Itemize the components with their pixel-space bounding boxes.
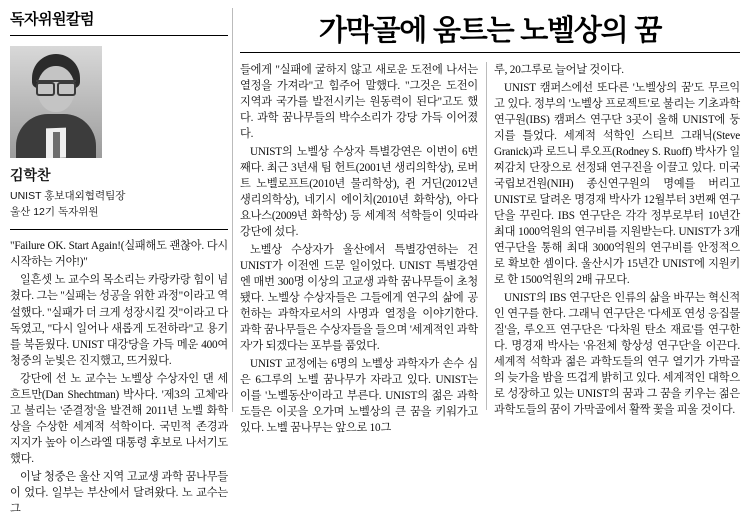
author-block <box>10 46 228 221</box>
paragraph: 들에게 "실패에 굴하지 않고 새로운 도전에 나서는 열정을 가져라"고 힘주어 말했다. "그것은 도전이 지역과 국가를 발전시키는 원동력이 된다"고도 했다. 과학 꿈나무들의 박수소리가 강당 가득 이어졌다. <box>240 64 478 141</box>
right-column-text <box>494 62 740 417</box>
left-column-text <box>10 238 228 516</box>
author-affiliation <box>10 189 125 221</box>
paragraph: "Failure OK. Start Again!(실패해도 괜찮아. 다시 시작하는 거야!)" <box>10 240 228 269</box>
section-kicker: 독자위원칼럼 <box>10 11 94 28</box>
page-title: 가막골에 움트는 노벨상의 꿈 <box>318 15 662 47</box>
paragraph: 일흔셋 노 교수의 목소리는 카랑카랑 힘이 넘쳤다. 그는 "실패는 성공을 위한 과정"이라고 역설했다. "실패가 더 크게 성장시킬 것"이라고 다독였고, "다시 일어나 새롭게 도전하라"고 용기를 북돋웠다. UNIST 대강당을 가득 메운 400여 청중의 눈빛은 진지했고, 뜨거웠다. <box>10 274 228 367</box>
portrait-tie <box>53 132 60 158</box>
paragraph: 노벨상 수상자가 울산에서 특별강연하는 건 UNIST가 이전엔 드문 일이었다. UNIST 특별강연엔 매번 300명 이상의 고교생 과학 꿈나무들이 초청됐다. 노벨상 수상자들은 그들에게 연구의 삶에 공헌하는 과학자로서의 사명과 열정을 이야기한다. 과학 꿈나무들은 수상자들을 들으며 '세계적인 과학자'가 되겠다는 포부를 품었다. <box>240 244 478 353</box>
column-divider-left <box>232 8 233 412</box>
paragraph: UNIST의 노벨상 수상자 특별강연은 이번이 6번째다. 최근 3년새 팀 헌트(2001년 생리의학상), 로버트 노벨로프트(2010년 물리학상), 쥔 거딘(2012년 생리의학상), 네기시 에이치(2010년 화학상), 아다 요나스(2009년 화학상) 등 세계적 석학들이 잇따라 강단에 섰다. <box>240 146 478 239</box>
author-affiliation-line2: 울산 12기 독자위원 <box>10 206 99 219</box>
kicker-divider <box>10 35 228 36</box>
paragraph: UNIST 교정에는 6명의 노벨상 과학자가 손수 심은 6그루의 노벨 꿈나무가 자라고 있다. UNIST는 이를 '노벨동산'이라고 부른다. UNIST의 젊은 과학도들은 이곳을 오가며 노벨상의 큰 꿈을 키워가고 있다. 노벨 꿈나무는 앞으로 10그 <box>240 358 478 435</box>
middle-column-text <box>240 62 478 435</box>
left-column <box>10 8 228 515</box>
author-name: 김학찬 <box>10 167 51 183</box>
paragraph: 이날 청중은 울산 지역 고교생 과학 꿈나무들이 었다. 일부는 부산에서 달려왔다. 노 교수는 그 <box>10 470 228 515</box>
author-portrait <box>10 46 102 158</box>
author-affiliation-line1: UNIST 홍보대외협력팀장 <box>10 190 126 202</box>
headline-divider <box>240 52 740 53</box>
author-divider <box>10 229 228 230</box>
paragraph: 강단에 선 노 교수는 노벨상 수상자인 댄 세흐트만(Dan Shechtman) 박사다. '제3의 고체'라고 불리는 '준결정'을 발견해 2011년 노벨 화학상을 수상한 세계적 석학이다. 국민적 존경과 지지가 높아 이스라엘 대통령 후보로 나서기도 했다. <box>10 372 228 465</box>
glasses-icon <box>36 80 76 93</box>
paragraph: UNIST 캠퍼스에선 또다른 '노벨상의 꿈'도 무르익고 있다. 정부의 '노벨상 프로젝트'로 불리는 기초과학연구원(IBS) 캠퍼스 연구단 3곳이 올해 UNIST에 둥지를 틀었다. 세계적 석학인 스티브 그래닉(Steve Granick)과 로드니 루오프(Rodney S. Ruoff) 박사가 일찌감치 단장으로 선정돼 연구진을 이끌고 있다. 미국 국립보건원(NIH) 종신연구원의 명예를 버리고 UNIST로 달려온 명경재 박사가 12월부터 3번째 연구단을 꾸린다. IBS 연구단은 각각 정부로부터 10년간 최대 1000억원의 연구비를 지원받는다. UNIST가 3개 연구단을 통해 최대 3000억원의 연구비를 안정적으로 확보한 셈이다. 울산시가 15년간 UNIST에 지원키로 한 1500억원의 2배 규모다. <box>494 82 740 287</box>
paragraph: 루, 20그루로 늘어날 것이다. <box>494 64 624 76</box>
column-divider-right <box>486 62 487 410</box>
paragraph: UNIST의 IBS 연구단은 인류의 삶을 바꾸는 혁신적인 연구를 한다. 그래닉 연구단은 '다세포 연성 응집물질'을, 루오프 연구단은 '다차원 탄소 재료'를 연구한다. 명경재 박사는 '유전체 항상성 연구단'을 이끈다. 세계적 석학과 젊은 과학도들의 연구 열기가 가막골의 늦가을 밤을 뜨겁게 밝히고 있다. 세계적인 대학으로 성장하고 있는 UNIST의 꿈과 그 꿈을 키우는 젊은 과학도들의 꿈이 가막골에서 활짝 꽃을 피울 것이다. <box>494 292 740 417</box>
